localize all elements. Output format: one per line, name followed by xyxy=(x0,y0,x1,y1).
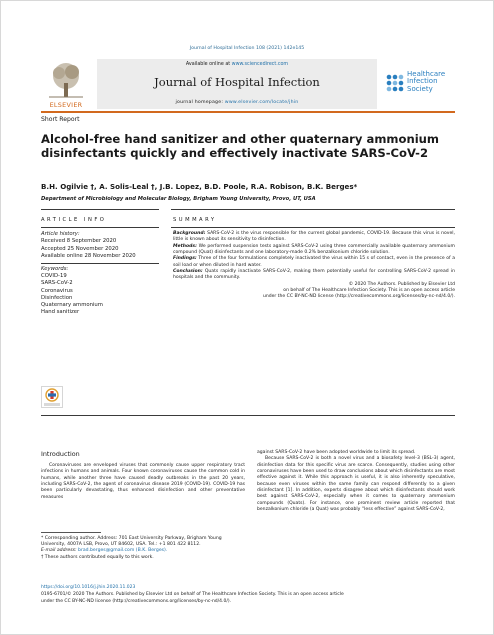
conclusion-label: Conclusion: xyxy=(173,269,203,275)
doi-link[interactable]: https://doi.org/10.1016/j.jhin.2020.11.023 xyxy=(41,585,136,590)
homepage-prefix: journal homepage: xyxy=(175,100,225,105)
background-text: SARS-CoV-2 is the virus responsible for the current global pandemic, COVID-19. Because this virus is novel, little is known about its sensitivity to disinfection. xyxy=(173,231,455,243)
affiliation: Department of Microbiology and Molecular Biology, Brigham Young University, Provo, UT, USA xyxy=(41,196,316,202)
summary-methods xyxy=(173,244,455,257)
article-type: Short Report xyxy=(41,116,80,123)
keyword-item: COVID-19 xyxy=(41,272,67,279)
keyword-item: Hand sanitizer xyxy=(41,309,80,316)
keywords-label: Keywords: xyxy=(41,265,69,272)
email-label: E-mail address: xyxy=(41,548,77,554)
summary-rule xyxy=(171,209,455,210)
summary-subrule xyxy=(171,227,455,228)
article-title: Alcohol-free hand sanitizer and other quaternary ammonium disinfectants quickly and effectively inactivate SARS-CoV-2 xyxy=(41,132,440,161)
article-info-rule xyxy=(41,209,159,210)
journal-title: Journal of Hospital Infection xyxy=(154,75,320,89)
header-divider xyxy=(41,111,455,113)
introduction-right-paragraph-1: against SARS-CoV-2 have been adopted worldwide to limit its spread. xyxy=(257,450,416,455)
corresponding-author-note: * Corresponding author. Address: 701 East University Parkway, Brigham Young University, 4007A LSB, Provo, UT 84602, USA. Tel.: +1 801 422 8112. xyxy=(41,536,222,548)
elsevier-wordmark: ELSEVIER xyxy=(49,101,83,109)
summary-heading: SUMMARY xyxy=(173,217,217,223)
healthcare-infection-society-logo[interactable] xyxy=(385,69,457,105)
introduction-right-paragraph-2: Because SARS-CoV-2 is both a novel virus and a biosafety level-3 (BSL-3) agent, disinfection data for this specific virus are scarce. Consequently, studies using other coronaviruses have been used to draw conclusions about which disinfectants are most effective against it. While this approach is useful, it is also inherently speculative, because even viruses within the same family can respond differently to a given disinfectant [1]. In addition, experts disagree about which disinfectants should work best against SARS-CoV-2, especially when it comes to quaternary ammonium compounds (Quats). For instance, one prominent review article reported that benzalkonium chloride (a Quat) was probably “less effective” against SARS-CoV-2, xyxy=(257,456,455,513)
available-online-prefix: Available online at xyxy=(185,62,232,67)
introduction-left-paragraph: Coronaviruses are enveloped viruses that commonly cause upper respiratory tract infections in humans and animals. Four known coronaviruses cause the common cold in humans, while another three have caused deadly outbreaks in the past 20 years, including SARS-CoV-2, the agent of coronavirus disease 2019 (COVID-19). COVID-19 has been particularly devastating, thus enhanced disinfection and other preventative measures xyxy=(41,463,245,500)
society-name xyxy=(407,71,445,93)
keyword-item: SARS-CoV-2 xyxy=(41,280,73,287)
article-info-heading: ARTICLE INFO xyxy=(41,217,107,223)
summary-background xyxy=(173,231,455,244)
history-label: Article history: xyxy=(41,231,80,237)
summary-conclusion xyxy=(173,269,455,282)
methods-label: Methods: xyxy=(173,243,197,249)
keyword-item: Quaternary ammonium xyxy=(41,302,103,309)
society-dots-icon xyxy=(385,73,405,97)
copyright-line-1: © 2020 The Authors. Published by Elsevier Ltd xyxy=(348,281,455,287)
homepage-link[interactable]: www.elsevier.com/locate/jhin xyxy=(224,100,299,105)
abstract-end-rule xyxy=(41,415,455,416)
society-line-1: Healthcare xyxy=(407,70,446,78)
introduction-heading: Introduction xyxy=(41,450,80,458)
history-received: Received 8 September 2020 xyxy=(41,238,117,245)
methods-text: We performed suspension tests against SARS-CoV-2 using three commercially available quaternary ammonium compound (Quat) disinfectants and one laboratory-made 0.2% benzalkonium chloride solution. xyxy=(173,243,455,256)
elsevier-logo[interactable] xyxy=(41,59,91,109)
available-online-line xyxy=(97,62,377,67)
footnote-rule xyxy=(41,532,101,533)
keywords-rule xyxy=(41,263,159,264)
article-info-subrule xyxy=(41,227,159,228)
copyright-line-3[interactable]: under the CC BY-NC-ND license (http://creativecommons.org/licenses/by-nc-nd/4.0/). xyxy=(262,294,455,300)
email-link[interactable]: brad.berges@gmail.com (B.K. Berges). xyxy=(76,548,168,554)
summary-text xyxy=(173,231,455,301)
history-online: Available online 28 November 2020 xyxy=(41,252,136,259)
society-line-3: Society xyxy=(407,84,433,93)
journal-citation[interactable]: Journal of Hospital Infection 108 (2021) 142e145 xyxy=(189,46,305,51)
society-line-2: Infection xyxy=(407,77,438,86)
conclusion-text: Quats rapidly inactivate SARS-CoV-2, making them potentially useful for controlling SARS-CoV-2 spread in hospitals and the community. xyxy=(173,269,455,281)
journal-homepage-line xyxy=(97,100,377,105)
footnotes xyxy=(41,536,245,561)
keyword-item: Disinfection xyxy=(41,294,73,301)
footer-license-line-2[interactable]: under the CC BY-NC-ND license (http://creativecommons.org/licenses/by-nc-nd/4.0/). xyxy=(41,599,232,604)
summary-findings xyxy=(173,256,455,269)
crossmark-badge[interactable] xyxy=(41,386,63,408)
copyright-line-2: on behalf of The Healthcare Infection Society. This is an open access article xyxy=(283,288,455,294)
author-list[interactable]: B.H. Ogilvie †, A. Solis-Leal †, J.B. Lopez, B.D. Poole, R.A. Robison, B.K. Berges* xyxy=(41,182,358,191)
equal-contribution-note: † These authors contributed equally to this work. xyxy=(41,554,154,560)
keyword-item: Coronavirus xyxy=(41,287,73,294)
article-info-column xyxy=(41,231,159,317)
footer-license-line-1: 0195-6701/© 2020 The Authors. Published by Elsevier Ltd on behalf of The Healthcare Infection Society. This is an open access article xyxy=(41,592,344,597)
findings-label: Findings: xyxy=(173,256,197,262)
introduction-right-column xyxy=(257,450,455,513)
background-label: Background: xyxy=(173,231,206,236)
history-accepted: Accepted 25 November 2020 xyxy=(41,245,119,252)
sciencedirect-link[interactable]: www.sciencedirect.com xyxy=(231,62,289,67)
crossmark-icon xyxy=(41,386,63,408)
findings-text: Three of the four formulations completely inactivated the virus within 15 s of contact, even in the presence of a soil load or when diluted in hard water. xyxy=(173,256,455,268)
